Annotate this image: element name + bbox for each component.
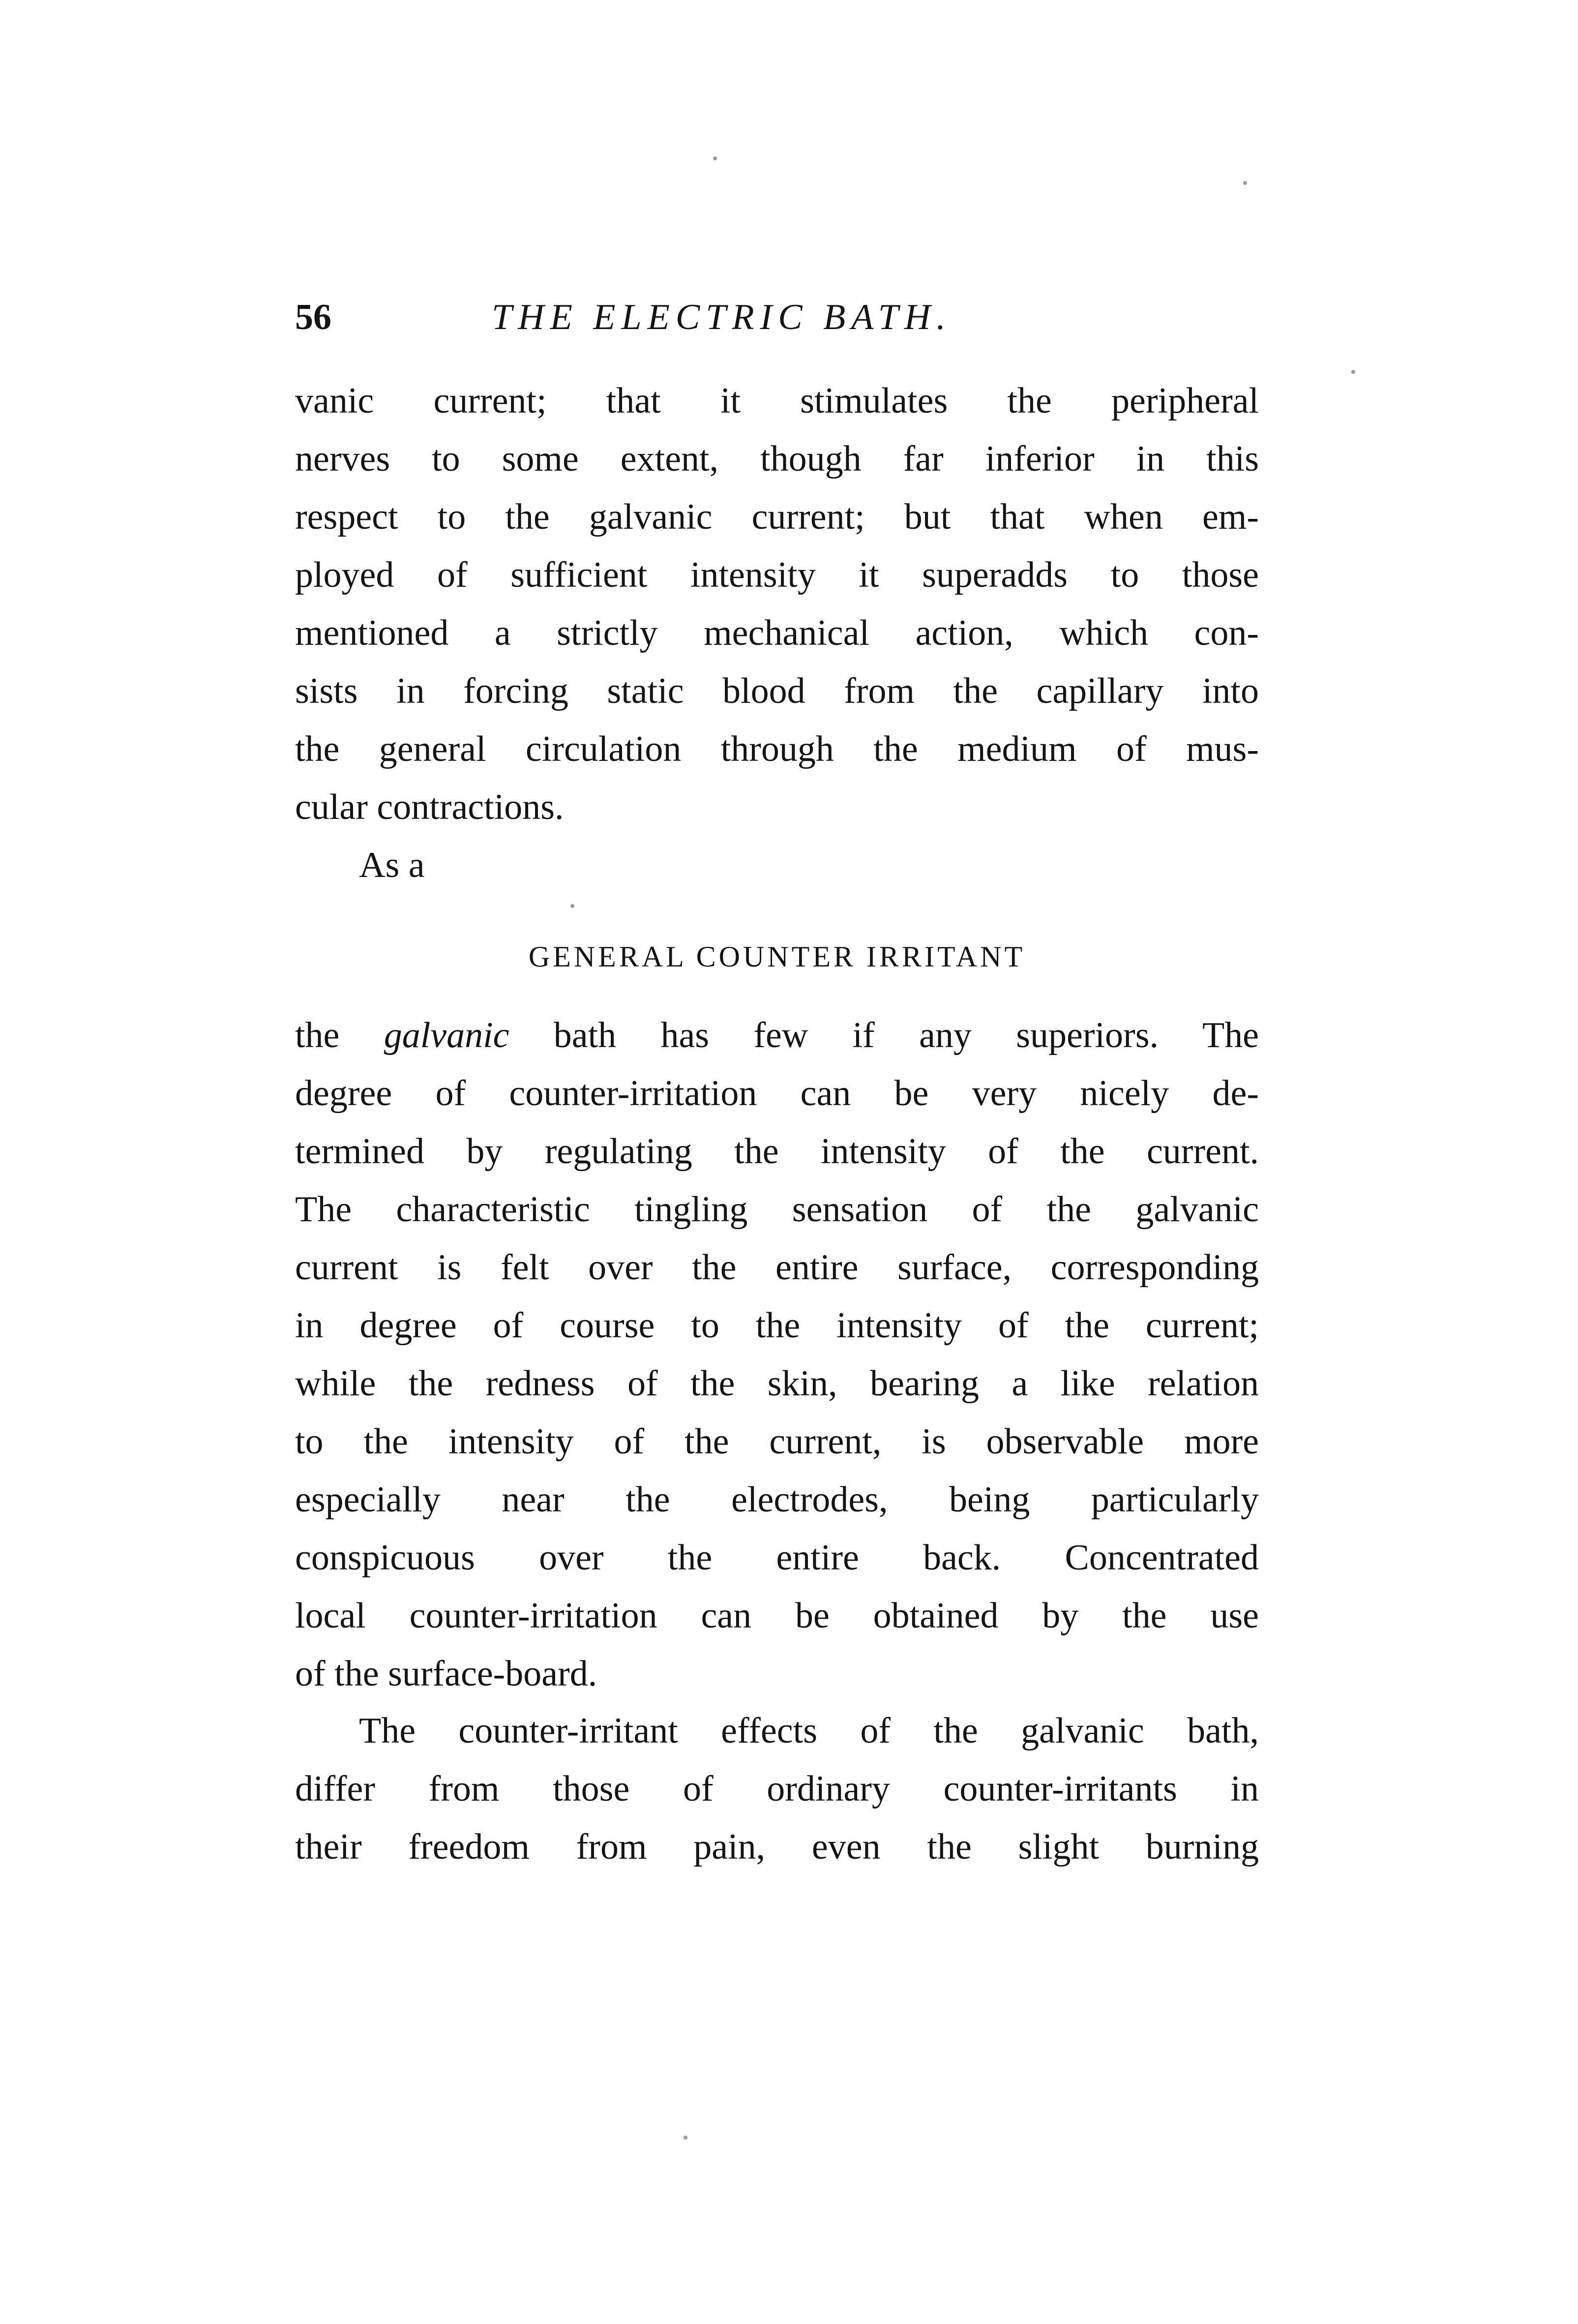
section-heading: GENERAL COUNTER IRRITANT bbox=[528, 940, 1026, 973]
text-line: The characteristic tingling sensation of the galvanic bbox=[295, 1189, 1259, 1230]
paragraph-4 bbox=[295, 1702, 1259, 1876]
paper-speck bbox=[1351, 370, 1355, 374]
text-line: nerves to some extent, though far inferior in this bbox=[295, 439, 1259, 479]
text-line-with-italic bbox=[295, 1006, 1259, 1064]
text-line: the general circulation through the medium of mus- bbox=[295, 729, 1259, 769]
paragraph-1 bbox=[295, 372, 1259, 836]
text-line: As a bbox=[359, 845, 425, 885]
text-line: vanic current; that it stimulates the peripheral bbox=[295, 381, 1259, 421]
text-line: termined by regulating the intensity of the current. bbox=[295, 1131, 1259, 1172]
text-line: degree of counter-irritation can be very nicely de- bbox=[295, 1073, 1259, 1114]
running-head bbox=[295, 290, 1279, 344]
text-line: respect to the galvanic current; but that when em- bbox=[295, 497, 1259, 537]
paper-speck bbox=[570, 904, 574, 908]
text-line: while the redness of the skin, bearing a like relation bbox=[295, 1363, 1259, 1404]
page-number: 56 bbox=[295, 297, 331, 337]
text-line: mentioned a strictly mechanical action, which con- bbox=[295, 613, 1259, 653]
paragraph-2 bbox=[295, 836, 1259, 894]
text-run: bath has few if any superiors. The bbox=[509, 1015, 1259, 1056]
paper-speck bbox=[1243, 181, 1247, 185]
text-line: current is felt over the entire surface, corresponding bbox=[295, 1247, 1259, 1288]
text-line: in degree of course to the intensity of the current; bbox=[295, 1305, 1259, 1346]
text-line: conspicuous over the entire back. Concentrated bbox=[295, 1538, 1259, 1578]
text-line: local counter-irritation can be obtained by the use bbox=[295, 1596, 1259, 1636]
text-run: the bbox=[295, 1015, 384, 1056]
paragraph-3 bbox=[295, 1006, 1259, 1703]
italic-word: galvanic bbox=[384, 1015, 509, 1056]
text-line: The counter-irritant effects of the galvanic bath, bbox=[359, 1711, 1259, 1751]
text-line: especially near the electrodes, being particularly bbox=[295, 1479, 1259, 1520]
text-line: differ from those of ordinary counter-irritants in bbox=[295, 1769, 1259, 1809]
text-line: ployed of sufficient intensity it superadds to those bbox=[295, 555, 1259, 595]
running-title: THE ELECTRIC BATH. bbox=[492, 297, 952, 337]
paper-speck bbox=[684, 2136, 687, 2140]
paper-speck bbox=[713, 156, 717, 160]
text-line: to the intensity of the current, is observable more bbox=[295, 1421, 1259, 1462]
text-line: of the surface-board. bbox=[295, 1654, 597, 1694]
text-line: sists in forcing static blood from the capillary into bbox=[295, 671, 1259, 711]
text-line: cular contractions. bbox=[295, 787, 564, 827]
text-line: their freedom from pain, even the slight burning bbox=[295, 1827, 1259, 1867]
